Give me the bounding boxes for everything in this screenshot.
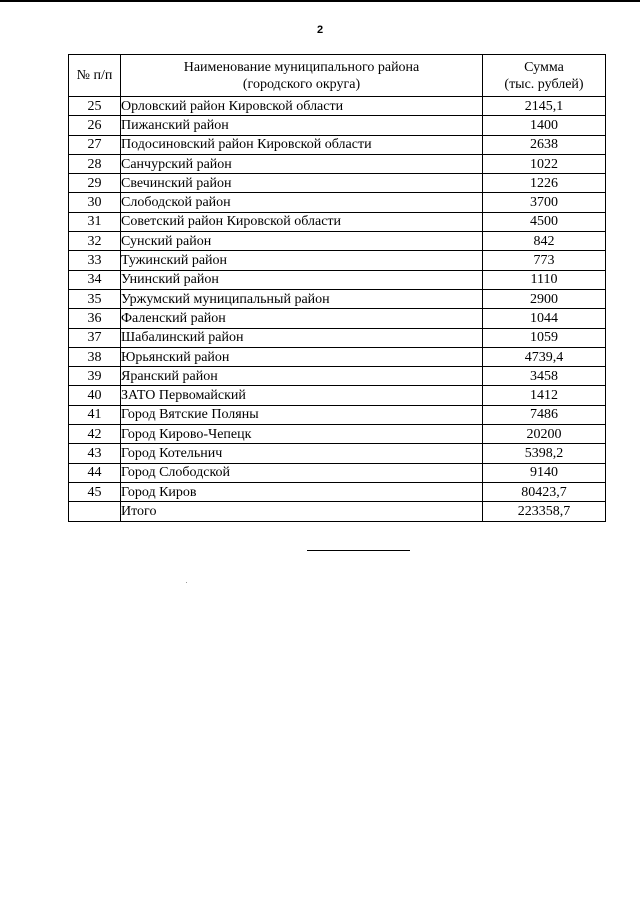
- table-row: [69, 154, 606, 173]
- table-row: [69, 270, 606, 289]
- table-row: [69, 251, 606, 270]
- row-number: 42: [69, 425, 121, 444]
- district-name: Юрьянский район: [121, 347, 483, 366]
- amount: 4500: [483, 212, 606, 231]
- header-name-line1: Наименование муниципального района: [183, 59, 420, 75]
- row-number: 33: [69, 251, 121, 270]
- amount: 2638: [483, 135, 606, 154]
- total-row: [69, 502, 606, 521]
- amount: 80423,7: [483, 482, 606, 501]
- row-number: 44: [69, 463, 121, 482]
- row-number: 27: [69, 135, 121, 154]
- amount: 1059: [483, 328, 606, 347]
- table-row: [69, 347, 606, 366]
- amount: 1044: [483, 309, 606, 328]
- district-name: Тужинский район: [121, 251, 483, 270]
- row-number: 34: [69, 270, 121, 289]
- amount: 773: [483, 251, 606, 270]
- table-row: [69, 212, 606, 231]
- row-number: 31: [69, 212, 121, 231]
- row-number: 40: [69, 386, 121, 405]
- amount: 3458: [483, 367, 606, 386]
- row-number: 36: [69, 309, 121, 328]
- table-row: [69, 289, 606, 308]
- district-name: ЗАТО Первомайский: [121, 386, 483, 405]
- amount: 1022: [483, 154, 606, 173]
- district-name: Город Кирово-Чепецк: [121, 425, 483, 444]
- table-row: [69, 482, 606, 501]
- row-number: 25: [69, 97, 121, 116]
- district-name: Город Слободской: [121, 463, 483, 482]
- table-row: [69, 367, 606, 386]
- header-sum: [483, 55, 606, 97]
- row-number: 38: [69, 347, 121, 366]
- amount: 7486: [483, 405, 606, 424]
- end-of-document-line: [307, 550, 410, 551]
- row-number: 43: [69, 444, 121, 463]
- total-row-number: [69, 502, 121, 521]
- table-row: [69, 232, 606, 251]
- district-name: Сунский район: [121, 232, 483, 251]
- row-number: 30: [69, 193, 121, 212]
- row-number: 29: [69, 174, 121, 193]
- district-name: Город Киров: [121, 482, 483, 501]
- table-row: [69, 97, 606, 116]
- table-header-row: [69, 55, 606, 97]
- table-row: [69, 386, 606, 405]
- scan-speck: [186, 582, 187, 583]
- budget-table: [68, 54, 606, 522]
- district-name: Санчурский район: [121, 154, 483, 173]
- row-number: 41: [69, 405, 121, 424]
- top-border-line: [0, 0, 640, 2]
- total-amount: 223358,7: [483, 502, 606, 521]
- page-number: 2: [316, 24, 324, 36]
- district-name: Слободской район: [121, 193, 483, 212]
- district-name: Город Вятские Поляны: [121, 405, 483, 424]
- district-name: Орловский район Кировской области: [121, 97, 483, 116]
- district-name: Яранский район: [121, 367, 483, 386]
- table-row: [69, 193, 606, 212]
- row-number: 28: [69, 154, 121, 173]
- amount: 1400: [483, 116, 606, 135]
- amount: 3700: [483, 193, 606, 212]
- amount: 20200: [483, 425, 606, 444]
- table-row: [69, 309, 606, 328]
- header-name: [121, 55, 483, 97]
- district-name: Свечинский район: [121, 174, 483, 193]
- table-row: [69, 405, 606, 424]
- amount: 842: [483, 232, 606, 251]
- table-row: [69, 135, 606, 154]
- row-number: 35: [69, 289, 121, 308]
- district-name: Унинский район: [121, 270, 483, 289]
- amount: 1110: [483, 270, 606, 289]
- amount: 5398,2: [483, 444, 606, 463]
- amount: 4739,4: [483, 347, 606, 366]
- row-number: 32: [69, 232, 121, 251]
- district-name: Советский район Кировской области: [121, 212, 483, 231]
- table-body: [69, 97, 606, 522]
- amount: 2145,1: [483, 97, 606, 116]
- district-name: Подосиновский район Кировской области: [121, 135, 483, 154]
- header-sum-line2: (тыс. рублей): [504, 76, 584, 92]
- district-name: Город Котельнич: [121, 444, 483, 463]
- row-number: 26: [69, 116, 121, 135]
- row-number: 45: [69, 482, 121, 501]
- table-row: [69, 444, 606, 463]
- row-number: 37: [69, 328, 121, 347]
- table-row: [69, 328, 606, 347]
- table-row: [69, 116, 606, 135]
- total-label: Итого: [121, 502, 483, 521]
- table-row: [69, 425, 606, 444]
- district-name: Пижанский район: [121, 116, 483, 135]
- district-name: Шабалинский район: [121, 328, 483, 347]
- header-sum-line1: Сумма: [524, 59, 564, 75]
- row-number: 39: [69, 367, 121, 386]
- district-name: Фаленский район: [121, 309, 483, 328]
- amount: 1412: [483, 386, 606, 405]
- amount: 1226: [483, 174, 606, 193]
- amount: 2900: [483, 289, 606, 308]
- amount: 9140: [483, 463, 606, 482]
- table-row: [69, 174, 606, 193]
- header-name-line2: (городского округа): [242, 76, 361, 92]
- table-row: [69, 463, 606, 482]
- district-name: Уржумский муниципальный район: [121, 289, 483, 308]
- header-num: № п/п: [69, 55, 121, 97]
